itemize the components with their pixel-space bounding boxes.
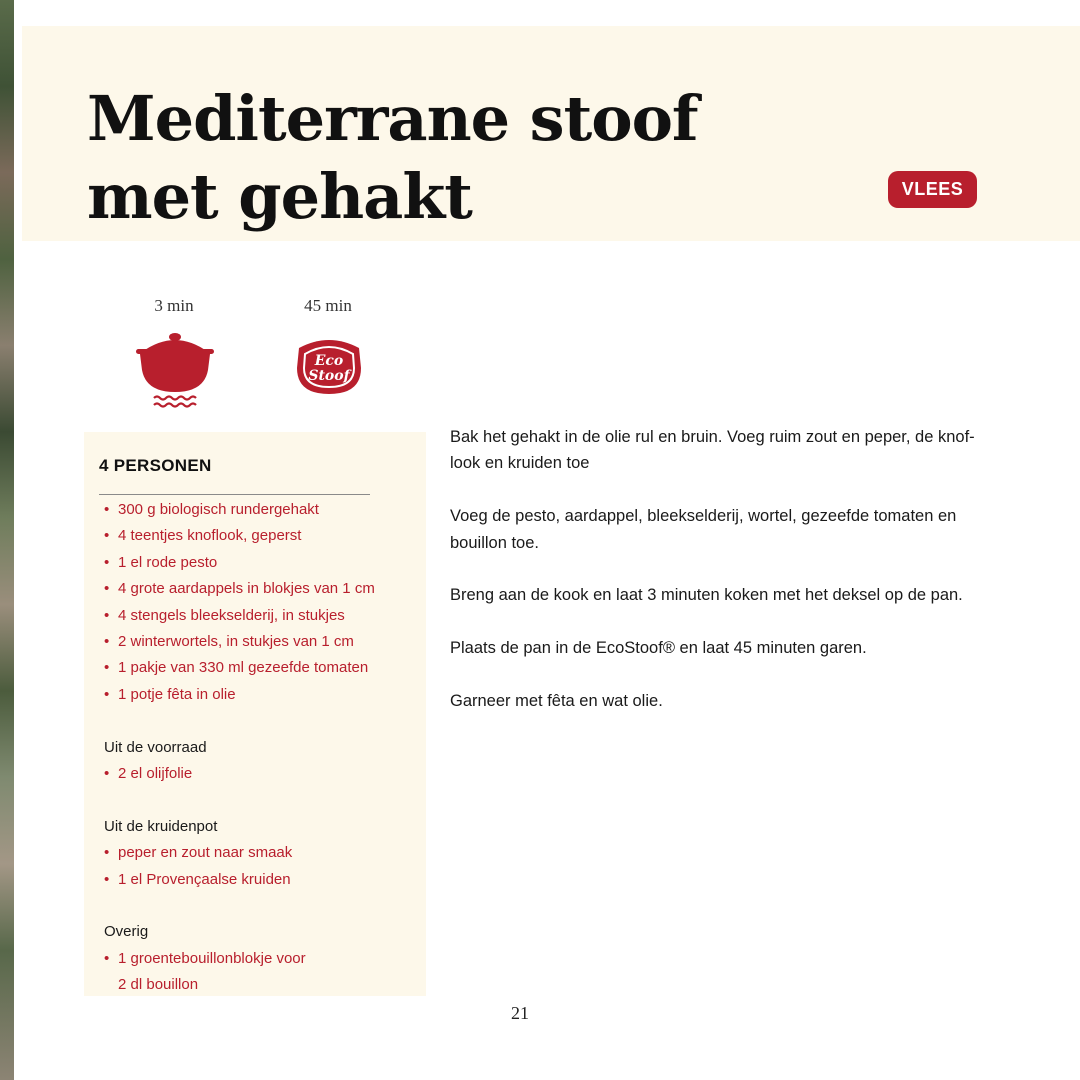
instructions — [450, 424, 995, 741]
ingredient-item: • 2 winterwortels, in stukjes van 1 cm — [104, 629, 424, 655]
ingredients-divider — [99, 494, 370, 495]
kruidenpot-heading: Uit de kruidenpot — [104, 817, 218, 835]
ingredient-item: • 300 g biologisch rundergehakt — [104, 497, 424, 523]
servings-heading: 4 PERSONEN — [99, 456, 212, 475]
instruction-step: Bak het gehakt in de olie rul en bruin. Voeg ruim zout en peper, de knof-look en kruiden toe — [450, 428, 975, 473]
category-badge: VLEES — [888, 171, 977, 208]
ingredient-item: • 1 el rode pesto — [104, 550, 424, 576]
page-number: 21 — [511, 1003, 529, 1023]
ingredient-item: • 1 groentebouillonblokje voor — [104, 946, 424, 972]
ecostoof-logo-icon — [295, 334, 363, 396]
ingredient-item: • peper en zout naar smaak — [104, 840, 424, 866]
background-photo-strip — [0, 0, 14, 1080]
voorraad-heading: Uit de voorraad — [104, 738, 207, 756]
ingredient-item: • 4 stengels bleekselderij, in stukjes — [104, 603, 424, 629]
recipe-title: Mediterrane stoof met gehakt — [87, 82, 698, 233]
ingredient-item: • 1 potje fêta in olie — [104, 682, 424, 708]
ecostoof-logo-line2: Stoof — [308, 368, 350, 384]
ingredient-item-continuation: 2 dl bouillon — [118, 976, 199, 994]
overig-heading: Overig — [104, 923, 149, 941]
ingredient-item: • 1 pakje van 330 ml gezeefde tomaten — [104, 655, 424, 681]
instruction-step: Voeg de pesto, aardappel, bleekselderij, wortel, gezeefde tomaten en bouillon toe. — [450, 507, 957, 552]
ecostoof-time: 45 min — [304, 296, 352, 315]
ingredient-item: • 1 el Provençaalse kruiden — [104, 867, 424, 893]
instruction-step: Plaats de pan in de EcoStoof® en laat 45 minuten garen. — [450, 639, 867, 658]
instruction-step: Breng aan de kook en laat 3 minuten koken met het deksel op de pan. — [450, 586, 963, 605]
cook-time: 3 min — [154, 296, 194, 315]
ecostoof-logo-line1: Eco — [314, 353, 344, 369]
instruction-step: Garneer met fêta en wat olie. — [450, 692, 663, 710]
ingredient-item: • 4 teentjes knoflook, geperst — [104, 523, 424, 549]
ingredient-item: • 4 grote aardappels in blokjes van 1 cm — [104, 576, 424, 602]
ingredient-list — [104, 497, 424, 999]
cooking-pot-icon — [134, 330, 216, 414]
ingredient-item: • 2 el olijfolie — [104, 761, 424, 787]
